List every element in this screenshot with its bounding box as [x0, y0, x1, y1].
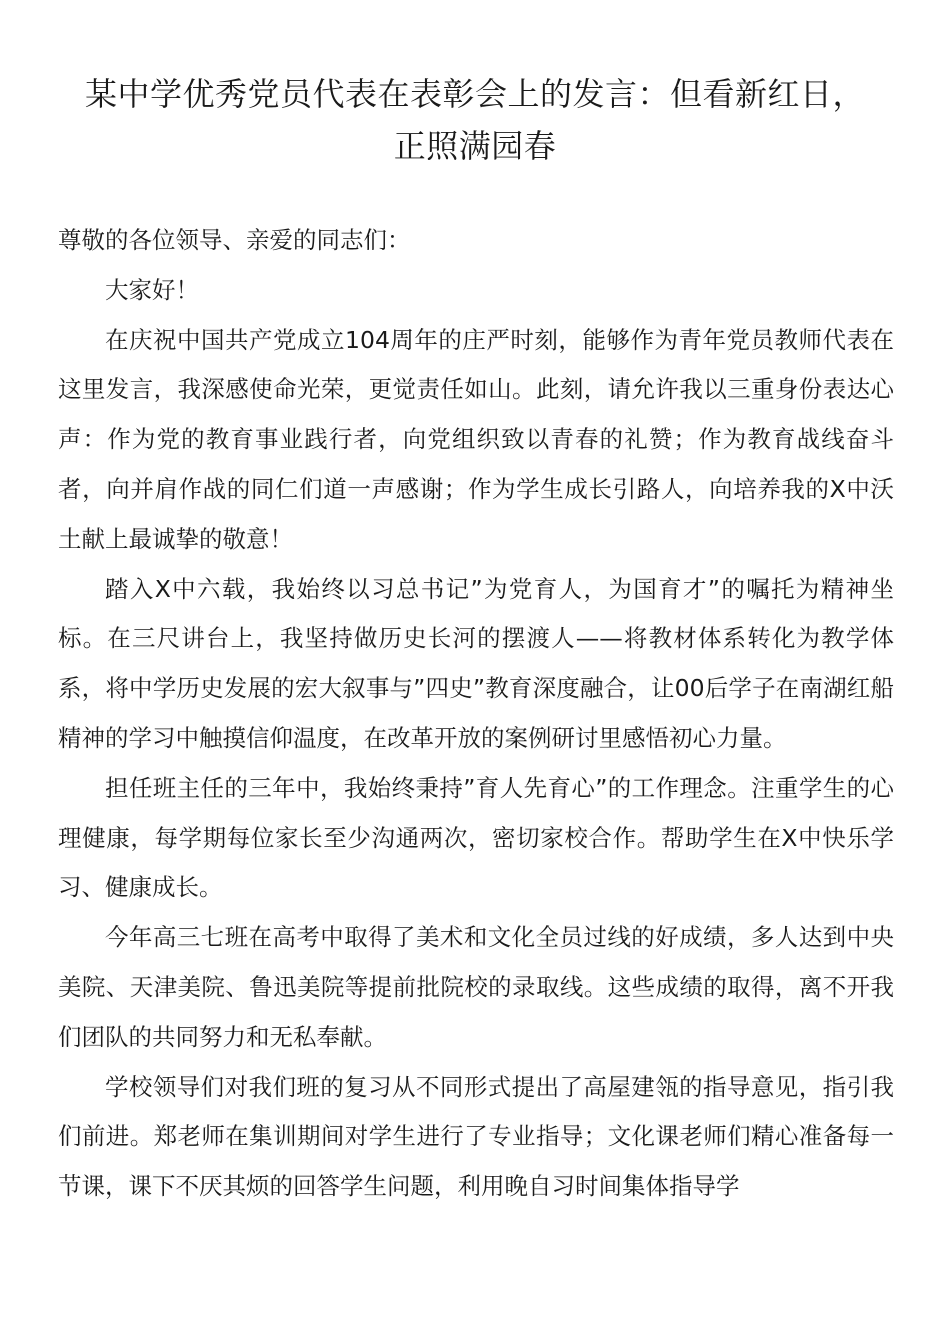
paragraph-head-teacher: 担任班主任的三年中，我始终秉持”育人先育心”的工作理念。注重学生的心理健康，每学期每位家长至少沟通两次，密切家校合作。帮助学生在X中快乐学习、健康成长。 — [58, 773, 894, 902]
paragraph-gratitude: 学校领导们对我们班的复习从不同形式提出了高屋建瓴的指导意见，指引我们前进。郑老师在集训期间对学生进行了专业指导；文化课老师们精心准备每一节课，课下不厌其烦的回答学生问题，利用晚自习时间集体指导学 — [58, 1072, 894, 1201]
paragraph-teaching: 踏入X中六载，我始终以习总书记”为党育人，为国育才”的嘱托为精神坐标。在三尺讲台上，我坚持做历史长河的摆渡人——将教材体系转化为教学体系，将中学历史发展的宏大叙事与”四史”教育深度融合，让00后学子在南湖红船精神的学习中触摸信仰温度，在改革开放的案例研讨里感悟初心力量。 — [58, 574, 894, 752]
salutation: 尊敬的各位领导、亲爱的同志们： — [58, 226, 411, 254]
document-body — [58, 216, 894, 1212]
document-title: 某中学优秀党员代表在表彰会上的发言：但看新红日，正照满园春 — [84, 75, 865, 165]
paragraph-intro: 在庆祝中国共产党成立104周年的庄严时刻，能够作为青年党员教师代表在这里发言，我深感使命光荣，更觉责任如山。此刻，请允许我以三重身份表达心声：作为党的教育事业践行者，向党组织致以青春的礼赞；作为教育战线奋斗者，向并肩作战的同仁们道一声感谢；作为学生成长引路人，向培养我的X中沃土献上最诚挚的敬意！ — [58, 325, 894, 553]
paragraph-greeting: 大家好！ — [105, 275, 199, 304]
paragraph-achievements: 今年高三七班在高考中取得了美术和文化全员过线的好成绩，多人达到中央美院、天津美院、鲁迅美院等提前批院校的录取线。这些成绩的取得，离不开我们团队的共同努力和无私奉献。 — [58, 923, 894, 1051]
